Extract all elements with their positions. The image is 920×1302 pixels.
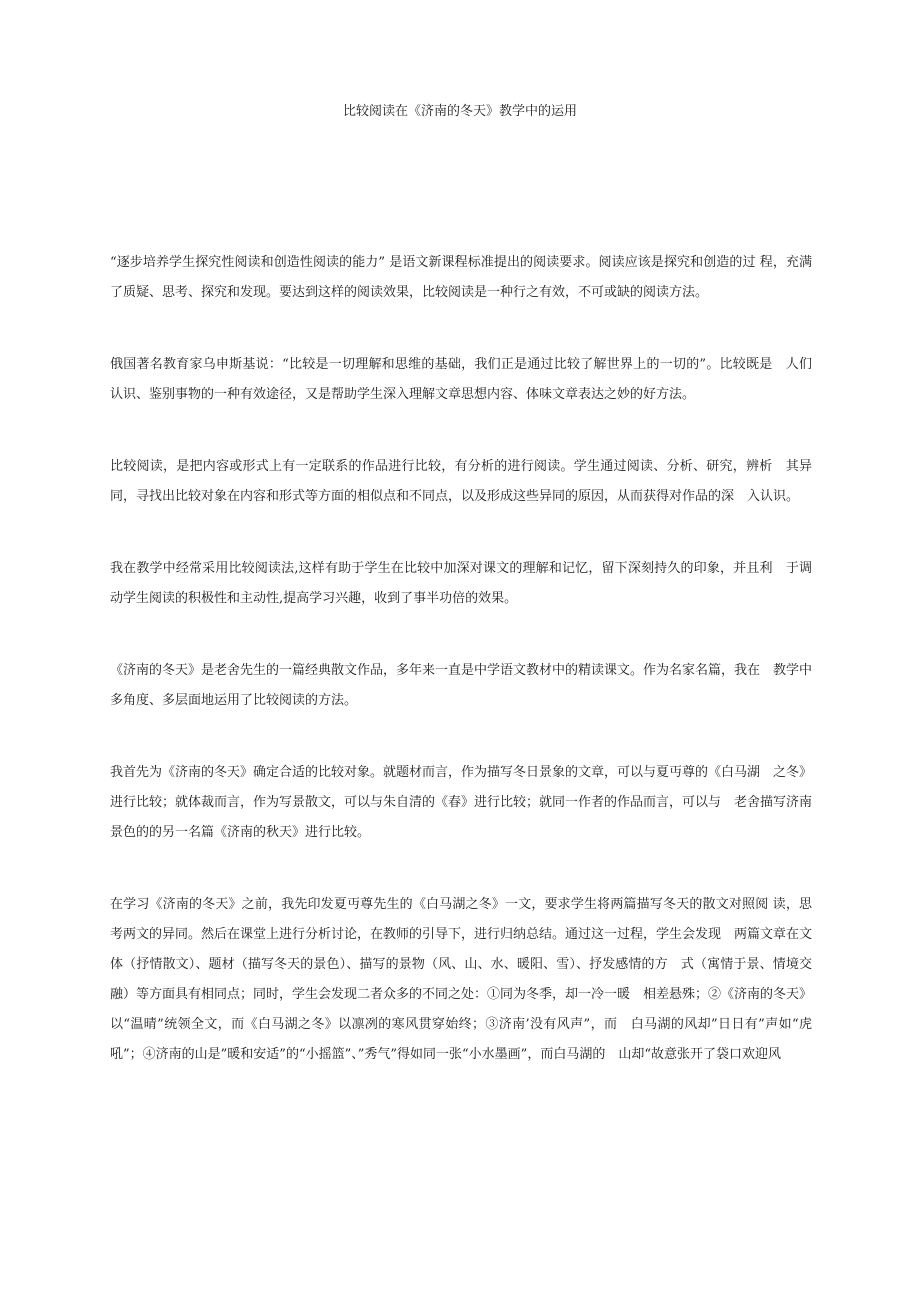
paragraph-4: 我在教学中经常采用比较阅读法,这样有助于学生在比较中加深对课文的理解和记忆，留下深刻持久的印象，并且利 于调动学生阅读的积极性和主动性,提高学习兴趣，收到了事半功倍的效果。 (110, 561, 812, 606)
document-body (110, 248, 812, 1070)
paragraph-5: 《济南的冬天》是老舍先生的一篇经典散文作品，多年来一直是中学语文教材中的精读课文。作为名家名篇，我在 教学中多角度、多层面地运用了比较阅读的方法。 (110, 663, 813, 708)
paragraph-2: 俄国著名教育家乌申斯基说：“比较是一切理解和思维的基础，我们正是通过比较了解世界上的一切的”。比较既是 人们认识、鉴别事物的一种有效途径，又是帮助学生深入理解文章思想内容、体味文章表达之妙的好方法。 (110, 357, 812, 402)
paragraph-6: 我首先为《济南的冬天》确定合适的比较对象。就题材而言，作为描写冬日景象的文章，可以与夏丏尊的《白马湖 之冬》进行比较；就体裁而言，作为写景散文，可以与朱自清的《春》进行比较；就同一作者的作品而言，可以与 老舍描写济南景色的的另一名篇《济南的秋天》进行比较。 (110, 765, 813, 840)
paragraph-1: “逐步培养学生探究性阅读和创造性阅读的能力” 是语文新课程标准提出的阅读要求。阅读应该是探究和创造的过 程，充满了质疑、思考、探究和发现。要达到这样的阅读效果，比较阅读是一种行之有效，不可或缺的阅读方法。 (110, 255, 812, 300)
document-title: 比较阅读在《济南的冬天》教学中的运用 (342, 104, 577, 119)
paragraph-7: 在学习《济南的冬天》之前，我先印发夏丏尊先生的《白马湖之冬》一文，要求学生将两篇描写冬天的散文对照阅 读，思考两文的异同。然后在课堂上进行分析讨论，在教师的引导下，进行归纳总结。通过这一过程，学生会发现 两篇文章在文体（抒情散文）、题材（描写冬天的景色）、描写的景物（风、山、水、暖阳、雪）、抒发感情的方 式（寓情于景、情境交融）等方面具有相同点；同时，学生会发现二者众多的不同之处：①同为冬季，却一冷一暖 相差悬殊；②《济南的冬天》以“温晴”统领全文，而《白马湖之冬》以凛冽的寒风贯穿始终；③济南’没有风声”，而 白马湖的风却”日日有”声如“虎吼”；④济南的山是”暖和安适”的“小摇篮”、”秀气”得如同一张“小水墨画”，而白马湖的 山却“故意张开了袋口欢迎风 (110, 897, 813, 1062)
paragraph-3: 比较阅读，是把内容或形式上有一定联系的作品进行比较，有分析的进行阅读。学生通过阅读、分析、研究，辨析 其异同，寻找出比较对象在内容和形式等方面的相似点和不同点，以及形成这些异同的原因，从而获得对作品的深 入认识。 (110, 459, 812, 504)
